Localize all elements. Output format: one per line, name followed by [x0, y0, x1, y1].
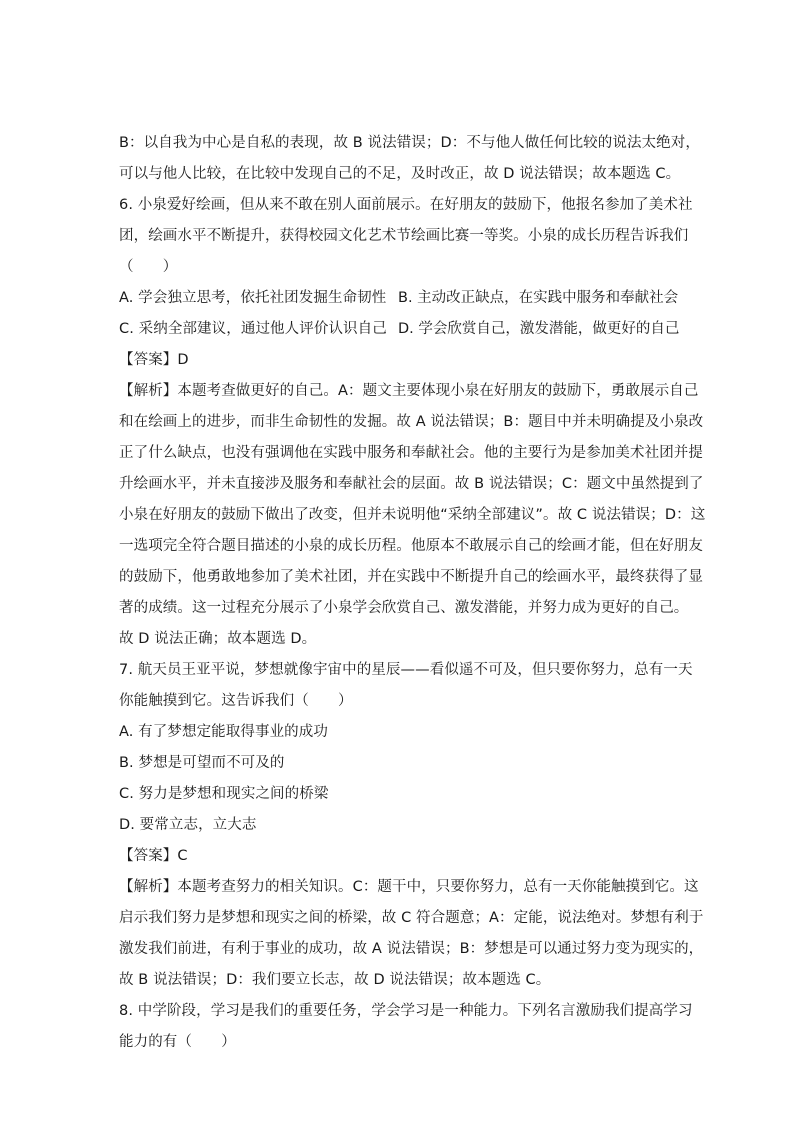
q7-option-d: D. 要常立志，立大志: [119, 817, 257, 833]
q6-option-d: D. 学会欣赏自己，激发潜能，做更好的自己: [398, 321, 680, 337]
text-line: B：以自我为中心是自私的表现，故 B 说法错误；D：不与他人做任何比较的说法太绝对，: [119, 135, 700, 151]
analysis-line: 【解析】本题考查做更好的自己。A：题文主要体现小泉在好朋友的鼓励下，勇敢展示自己: [119, 383, 699, 399]
text-line: 可以与他人比较，在比较中发现自己的不足，及时改正，故 D 说法错误；故本题选 C。: [119, 166, 681, 182]
analysis-line: 和在绘画上的进步，而非生命韧性的发掘。故 A 说法错误；B：题目中并未明确提及小泉改: [119, 414, 704, 430]
analysis-line: 激发我们前进，有利于事业的成功，故 A 说法错误；B：梦想是可以通过努力变为现实的，: [119, 941, 704, 957]
analysis-line: 著的成绩。这一过程充分展示了小泉学会欣赏自己、激发潜能，并努力成为更好的自己。: [119, 600, 689, 616]
question-6-stem: 6. 小泉爱好绘画，但从来不敢在别人面前展示。在好朋友的鼓励下，他报名参加了美术社: [119, 197, 693, 213]
analysis-line: 小泉在好朋友的鼓励下做出了改变，但并未说明他“采纳全部建议”。故 C 说法错误；D：这: [119, 507, 706, 523]
question-6-blank: （ ）: [119, 259, 178, 275]
analysis-line: 【解析】本题考查努力的相关知识。C：题干中，只要你努力，总有一天你能触摸到它。这: [119, 879, 699, 895]
answer-label: 【答案】C: [119, 848, 188, 864]
question-8-stem: 能力的有（ ）: [119, 1034, 236, 1050]
question-7-stem: 你能触摸到它。这告诉我们（ ）: [119, 693, 353, 709]
analysis-line: 启示我们努力是梦想和现实之间的桥梁，故 C 符合题意；A：定能，说法绝对。梦想有利于: [119, 910, 704, 926]
analysis-line: 故 B 说法错误；D：我们要立长志，故 D 说法错误；故本题选 C。: [119, 972, 551, 988]
q7-option-c: C. 努力是梦想和现实之间的桥梁: [119, 786, 329, 802]
analysis-line: 正了什么缺点，也没有强调他在实践中服务和奉献社会。他的主要行为是参加美术社团并提: [119, 445, 703, 461]
analysis-line: 一选项完全符合题目描述的小泉的成长历程。他原本不敢展示自己的绘画才能，但在好朋友: [119, 538, 703, 554]
question-6-stem: 团，绘画水平不断提升，获得校园文化艺术节绘画比赛一等奖。小泉的成长历程告诉我们: [119, 228, 689, 244]
q7-option-b: B. 梦想是可望而不可及的: [119, 755, 285, 771]
question-8-stem: 8. 中学阶段，学习是我们的重要任务，学会学习是一种能力。下列名言激励我们提高学习: [119, 1003, 693, 1019]
q7-option-a: A. 有了梦想定能取得事业的成功: [119, 724, 328, 740]
analysis-line: 升绘画水平，并未直接涉及服务和奉献社会的层面。故 B 说法错误；C：题文中虽然提到了: [119, 476, 704, 492]
answer-label: 【答案】D: [119, 352, 189, 368]
analysis-line: 故 D 说法正确；故本题选 D。: [119, 631, 317, 647]
q6-option-c: C. 采纳全部建议，通过他人评价认识自己: [119, 321, 387, 337]
analysis-line: 的鼓励下，他勇敢地参加了美术社团，并在实践中不断提升自己的绘画水平，最终获得了显: [119, 569, 703, 585]
q6-option-a: A. 学会独立思考，依托社团发掘生命韧性: [119, 290, 387, 306]
q6-option-b: B. 主动改正缺点，在实践中服务和奉献社会: [398, 290, 679, 306]
question-7-stem: 7. 航天员王亚平说，梦想就像宇宙中的星辰——看似遥不可及，但只要你努力，总有一天: [119, 662, 693, 678]
